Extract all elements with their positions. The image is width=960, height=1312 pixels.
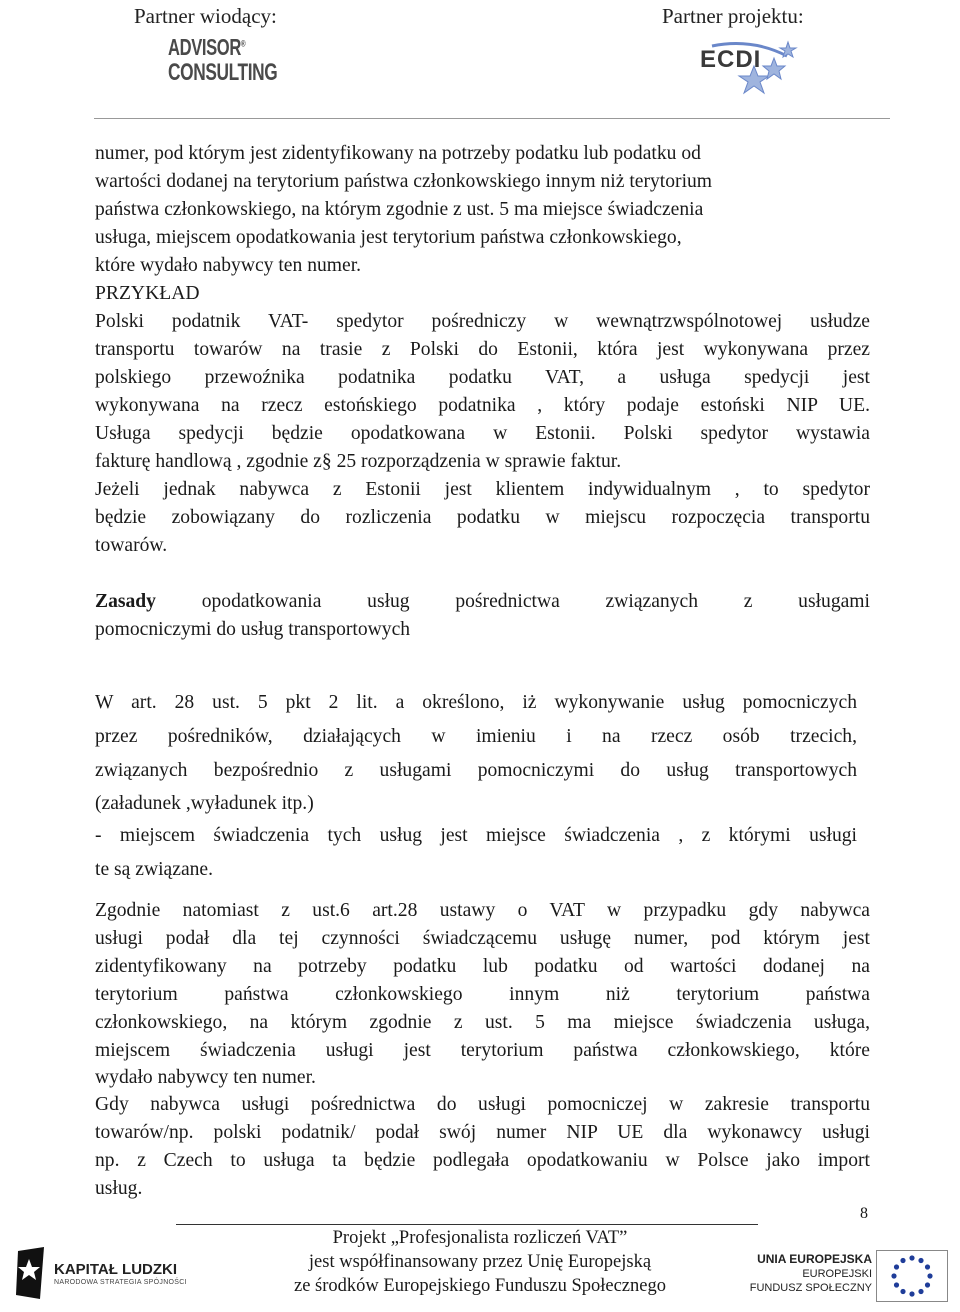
text-line: Usługa spedycji będzie opodatkowana w Estonii. Polski spedytor wystawia — [95, 423, 870, 444]
example-paragraph — [95, 308, 870, 476]
text-line: wartości dodanej na terytorium państwa członkowskiego innym niż terytorium — [95, 171, 713, 192]
kapital-ludzki-icon — [14, 1245, 50, 1301]
section-heading — [95, 588, 870, 644]
text-line: fakturę handlową , zgodnie z§ 25 rozporządzenia w sprawie faktur. — [95, 451, 622, 472]
text-line: które wydało nabywcy ten numer. — [95, 255, 362, 276]
text-line: usług. — [95, 1178, 143, 1199]
text-line: członkowskiego, na którym zgodnie z ust. 5 ma miejsce świadczenia usługa, — [95, 1012, 870, 1033]
text-line: - miejscem świadczenia tych usług jest miejsce świadczenia , z którymi usługi — [95, 825, 857, 846]
zgodnie-paragraph — [95, 897, 870, 1091]
art-paragraph — [95, 686, 857, 887]
text-line: Polski podatnik VAT- spedytor pośredniczy w wewnątrzwspólnotowej usłudze — [95, 311, 870, 332]
document-body — [95, 140, 870, 1203]
gdy-paragraph — [95, 1091, 870, 1203]
section-heading-line: pomocniczymi do usług transportowych — [95, 619, 411, 640]
footer-divider — [176, 1224, 758, 1225]
text-line: towarów. — [95, 535, 168, 556]
paragraph-1 — [95, 140, 870, 280]
page-number: 8 — [860, 1205, 868, 1222]
text-line: przez pośredników, działających w imieniu i na rzecz osób trzecich, — [95, 726, 857, 747]
text-line: miejscem świadczenia usługi jest terytorium państwa członkowskiego, które — [95, 1040, 870, 1061]
example-heading: PRZYKŁAD — [95, 283, 200, 304]
text-line: W art. 28 ust. 5 pkt 2 lit. a określono, iż wykonywanie usług pomocniczych — [95, 692, 857, 713]
eu-flag-icon — [876, 1250, 948, 1302]
header-divider — [94, 118, 890, 119]
text-line: usługi podał dla tej czynności świadczącemu usługę numer, pod którym jest — [95, 928, 870, 949]
text-line: wykonywana na rzecz estońskiego podatnika , który podaje estoński NIP UE. — [95, 395, 870, 416]
text-line: zidentyfikowany na potrzeby podatku lub podatku od wartości dodanej na — [95, 956, 870, 977]
text-line: te są związane. — [95, 859, 214, 880]
project-partner-label: Partner projektu: — [662, 4, 804, 28]
text-line: Jeżeli jednak nabywca z Estonii jest klientem indywidualnym , to spedytor — [95, 479, 870, 500]
text-line: będzie zobowiązany do rozliczenia podatku w miejscu rozpoczęcia transportu — [95, 507, 870, 528]
ecdi-logo: ECDI — [692, 36, 802, 96]
text-line: Zgodnie natomiast z ust.6 art.28 ustawy o VAT w przypadku gdy nabywca — [95, 900, 870, 921]
kapital-ludzki-logo: KAPITAŁ LUDZKI NARODOWA STRATEGIA SPÓJNOŚCI — [14, 1245, 214, 1305]
footer-project-text: Projekt „Profesjonalista rozliczeń VAT” jest współfinansowany przez Unię Europejską ze środków Europejskiego Funduszu Społecznego — [294, 1228, 666, 1296]
page-header — [0, 0, 960, 122]
advisor-consulting-logo: ADVISOR® CONSULTING — [168, 34, 278, 86]
text-line: wydało nabywcy ten numer. — [95, 1067, 316, 1088]
text-line: numer, pod którym jest zidentyfikowany na potrzeby podatku lub podatku od — [95, 143, 701, 164]
text-line: związanych bezpośrednio z usługami pomocniczymi do usług transportowych — [95, 760, 857, 781]
example-paragraph-2 — [95, 476, 870, 560]
text-line: terytorium państwa członkowskiego innym niż terytorium państwa — [95, 984, 870, 1005]
text-line: usługa, miejscem opodatkowania jest terytorium państwa członkowskiego, — [95, 227, 682, 248]
section-heading-bold: Zasady — [95, 591, 156, 612]
text-line: (załadunek ,wyładunek itp.) — [95, 793, 314, 814]
text-line: np. z Czech to usługa ta będzie podlegała opodatkowaniu w Polsce jako import — [95, 1150, 870, 1171]
text-line: towarów/np. polski podatnik/ podał swój numer NIP UE dla wykonawcy usługi — [95, 1122, 870, 1143]
section-heading-line: Zasady opodatkowania usług pośrednictwa związanych z usługami — [95, 591, 870, 612]
text-line: państwa członkowskiego, na którym zgodnie z ust. 5 ma miejsce świadczenia — [95, 199, 704, 220]
eu-social-fund-logo: UNIA EUROPEJSKA EUROPEJSKI FUNDUSZ SPOŁECZNY — [762, 1250, 952, 1306]
lead-partner-label: Partner wiodący: — [134, 4, 277, 28]
text-line: transportu towarów na trasie z Polski do Estonii, która jest wykonywana przez — [95, 339, 870, 360]
text-line: polskiego przewoźnika podatnika podatku VAT, a usługa spedycji jest — [95, 367, 870, 388]
text-line: Gdy nabywca usługi pośrednictwa do usługi pomocniczej w zakresie transportu — [95, 1094, 870, 1115]
